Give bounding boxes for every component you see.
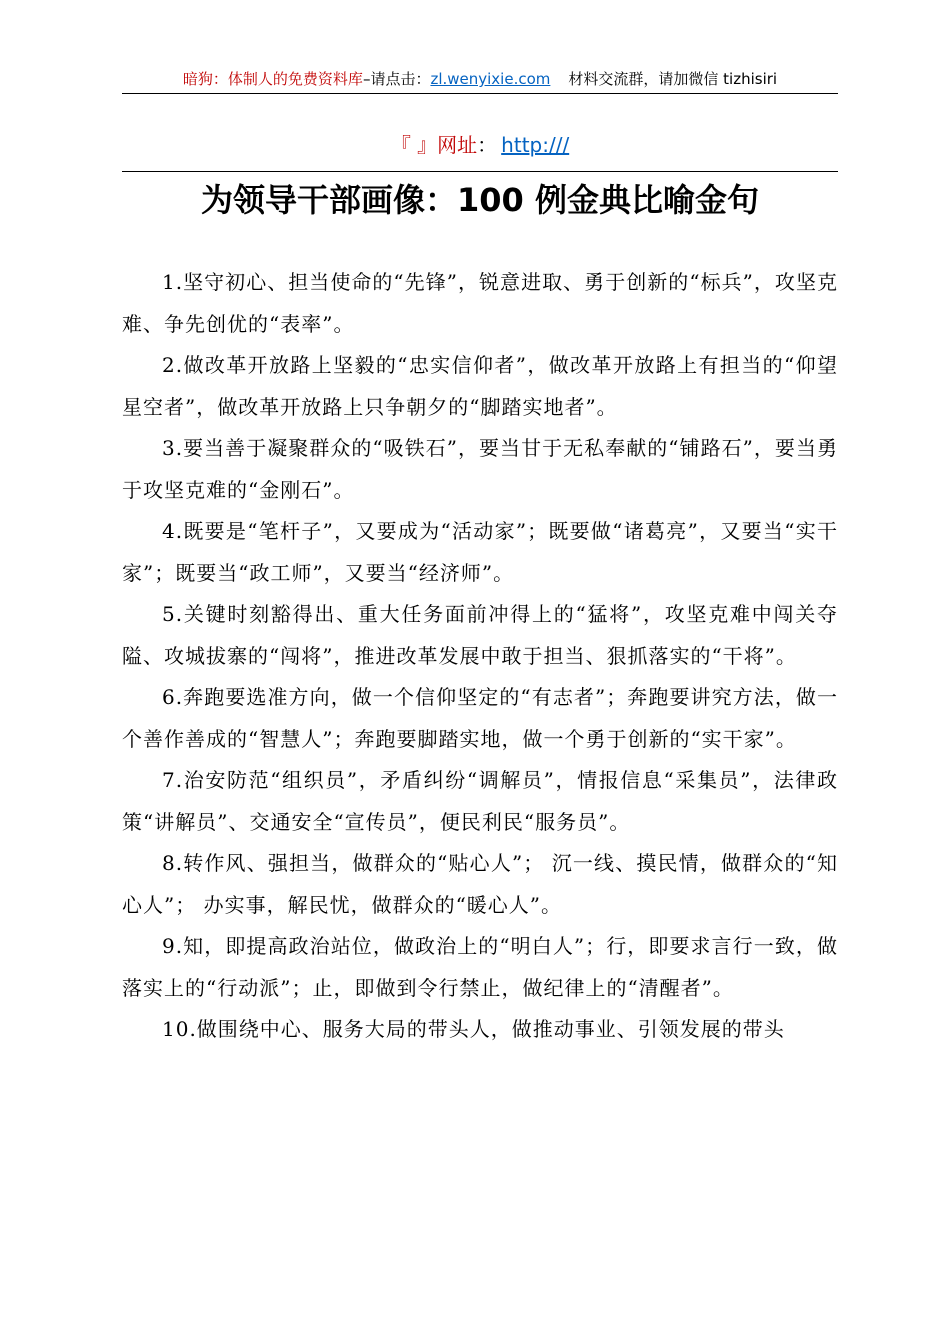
paragraph: 2.做改革开放路上坚毅的“忠实信仰者”，做改革开放路上有担当的“仰望星空者”，做改革开放路上只争朝夕的“脚踏实地者”。 bbox=[122, 353, 838, 419]
header-link[interactable]: zl.wenyixie.com bbox=[430, 70, 551, 88]
document-title: 为领导干部画像：100 例金典比喻金句 bbox=[201, 181, 759, 219]
paragraph: 1.坚守初心、担当使命的“先锋”，锐意进取、勇于创新的“标兵”，攻坚克难、争先创优的“表率”。 bbox=[122, 270, 838, 336]
paragraph: 5.关键时刻豁得出、重大任务面前冲得上的“猛将”，攻坚克难中闯关夺隘、攻城拔寨的“闯将”，推进改革发展中敢于担当、狠抓落实的“干将”。 bbox=[122, 602, 838, 668]
title-divider bbox=[122, 171, 838, 172]
paragraph: 3.要当善于凝聚群众的“吸铁石”，要当甘于无私奉献的“铺路石”，要当勇于攻坚克难的“金刚石”。 bbox=[122, 436, 838, 502]
paragraph: 6.奔跑要选准方向，做一个信仰坚定的“有志者”；奔跑要讲究方法，做一个善作善成的“智慧人”；奔跑要脚踏实地，做一个勇于创新的“实干家”。 bbox=[122, 685, 838, 751]
header-separator-text: –请点击： bbox=[362, 70, 431, 88]
paragraph: 10.做围绕中心、服务大局的带头人，做推动事业、引领发展的带头 bbox=[162, 1017, 785, 1041]
paragraph: 8.转作风、强担当，做群众的“贴心人”； 沉一线、摸民情，做群众的“知心人”； 办实事，解民忧，做群众的“暖心人”。 bbox=[122, 851, 838, 917]
header-divider bbox=[122, 93, 838, 94]
document-body bbox=[122, 262, 838, 1051]
paragraph: 4.既要是“笔杆子”，又要成为“活动家”；既要做“诸葛亮”，又要当“实干家”；既要当“政工师”，又要当“经济师”。 bbox=[122, 519, 838, 585]
url-line bbox=[122, 130, 838, 160]
url-label: 『 』网址 bbox=[390, 133, 478, 157]
paragraph: 9.知，即提高政治站位，做政治上的“明白人”；行，即要求言行一致，做落实上的“行动派”；止，即做到令行禁止，做纪律上的“清醒者”。 bbox=[122, 934, 838, 1000]
url-colon: ： bbox=[477, 133, 498, 157]
paragraph: 7.治安防范“组织员”，矛盾纠纷“调解员”，情报信息“采集员”，法律政策“讲解员”、交通安全“宣传员”，便民利民“服务员”。 bbox=[122, 768, 838, 834]
url-link[interactable]: http:/// bbox=[501, 133, 570, 157]
header-contact-text: 材料交流群，请加微信 tizhisiri bbox=[568, 70, 778, 88]
header-promo-text: 暗狗：体制人的免费资料库 bbox=[182, 70, 363, 88]
page-header bbox=[122, 66, 838, 92]
